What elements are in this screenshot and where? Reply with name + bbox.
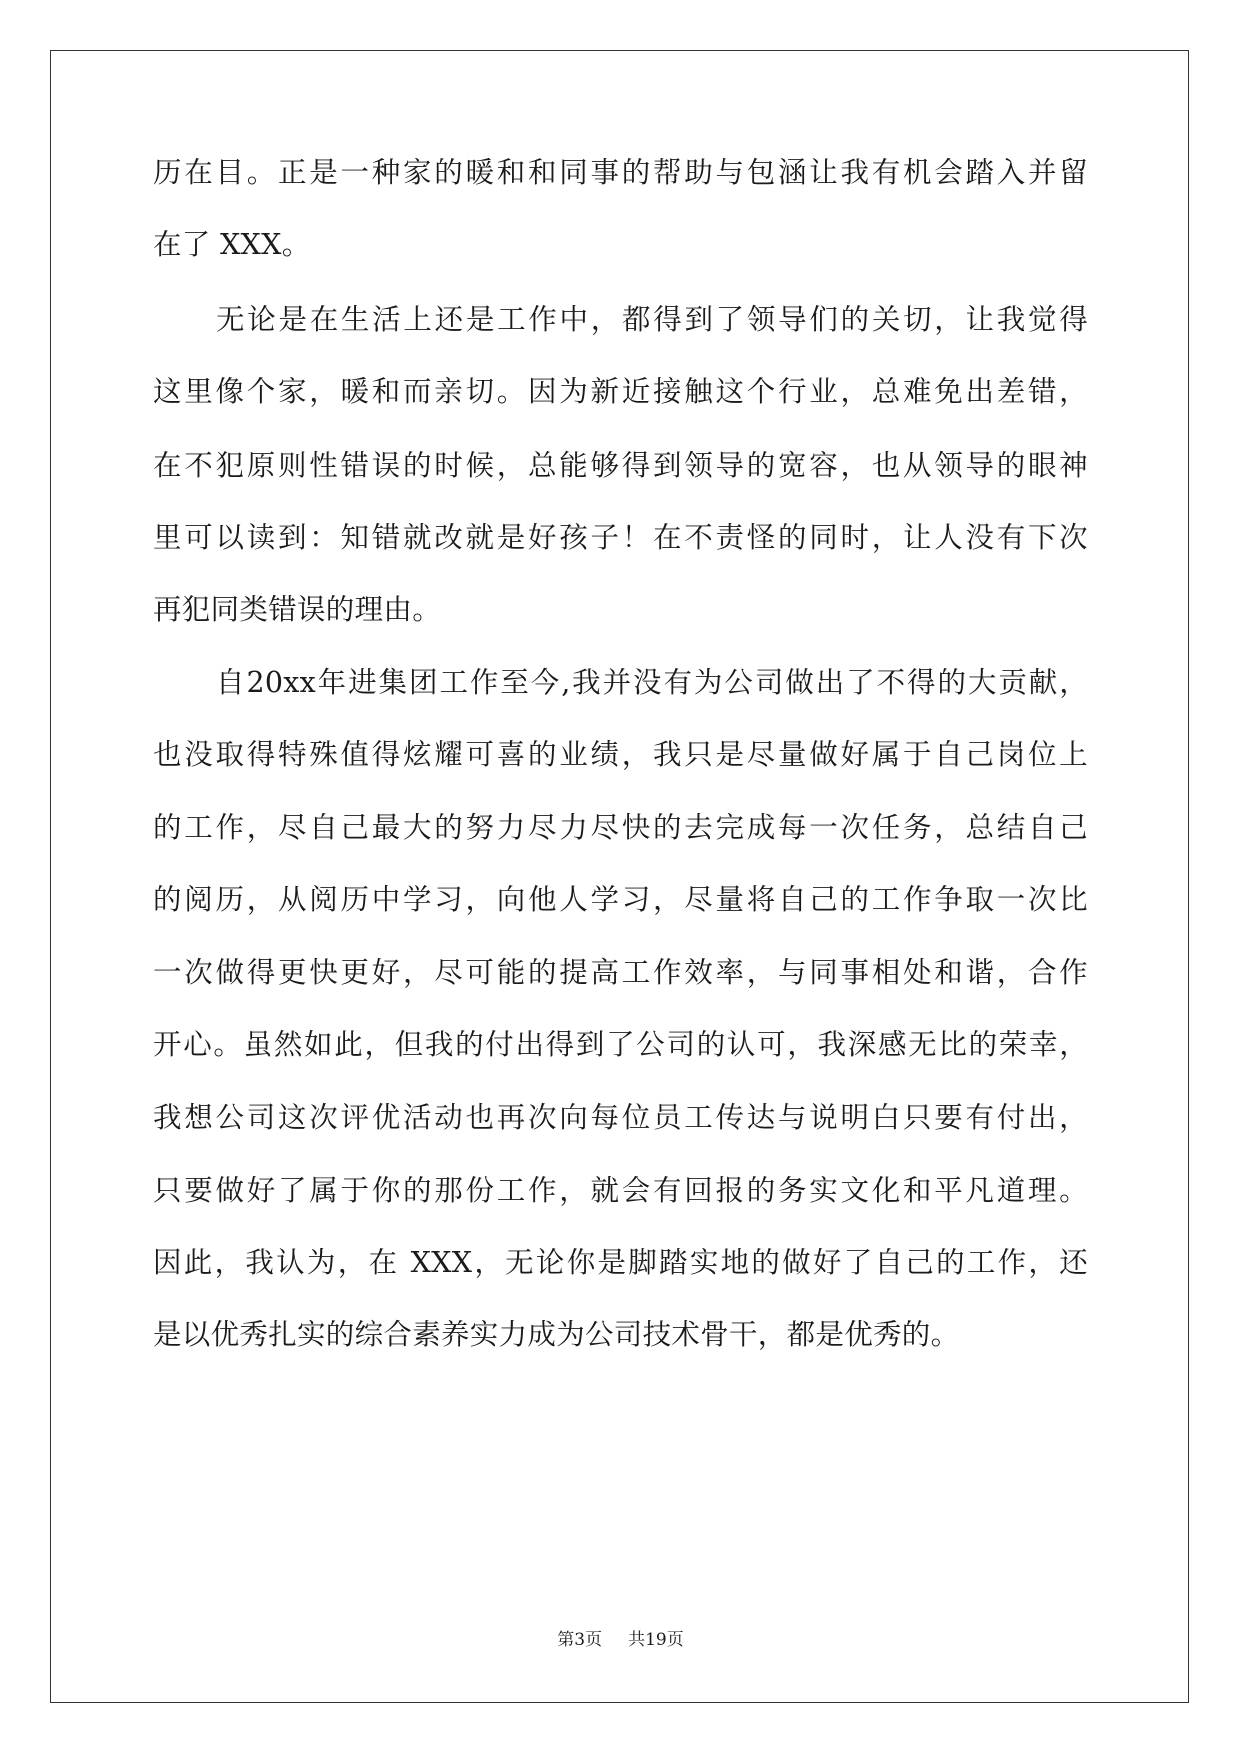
page-total: 共19页 (628, 1630, 684, 1650)
paragraph-line: 的工作，尽自己最大的努力尽力尽快的去完成每一次任务，总结自己 (153, 811, 1088, 844)
paragraph-line: 开心。虽然如此，但我的付出得到了公司的认可，我深感无比的荣幸， (153, 1028, 1088, 1061)
paragraph-line: 我想公司这次评优活动也再次向每位员工传达与说明白只要有付出， (153, 1101, 1088, 1134)
page-number-footer (0, 1629, 1241, 1651)
paragraph-line: 里可以读到：知错就改就是好孩子！在不责怪的同时，让人没有下次 (153, 521, 1088, 554)
paragraph-line: 因此，我认为，在 XXX，无论你是脚踏实地的做好了自己的工作，还 (153, 1246, 1088, 1279)
paragraph-line: 这里像个家，暖和而亲切。因为新近接触这个行业，总难免出差错， (153, 375, 1088, 408)
paragraph-line: 的阅历，从阅历中学习，向他人学习，尽量将自己的工作争取一次比 (153, 883, 1088, 916)
paragraph-line: 在不犯原则性错误的时候，总能够得到领导的宽容，也从领导的眼神 (153, 449, 1088, 482)
paragraph-line: 是以优秀扎实的综合素养实力成为公司技术骨干，都是优秀的。 (153, 1318, 960, 1351)
page-frame (50, 50, 1189, 1703)
paragraph-line: 在了 XXX。 (153, 228, 311, 261)
paragraph-line: 只要做好了属于你的那份工作，就会有回报的务实文化和平凡道理。 (153, 1174, 1088, 1207)
paragraph-line: 也没取得特殊值得炫耀可喜的业绩，我只是尽量做好属于自己岗位上 (153, 738, 1088, 771)
paragraph-line: 无论是在生活上还是工作中，都得到了领导们的关切，让我觉得 (216, 303, 1088, 336)
page-current: 第3页 (557, 1630, 603, 1650)
paragraph-line: 自20xx年进集团工作至今,我并没有为公司做出了不得的大贡献， (216, 666, 1088, 699)
paragraph-line: 一次做得更快更好，尽可能的提高工作效率，与同事相处和谐，合作 (153, 956, 1088, 989)
paragraph-line: 再犯同类错误的理由。 (153, 593, 442, 626)
paragraph-line: 历在目。正是一种家的暖和和同事的帮助与包涵让我有机会踏入并留 (153, 156, 1088, 189)
